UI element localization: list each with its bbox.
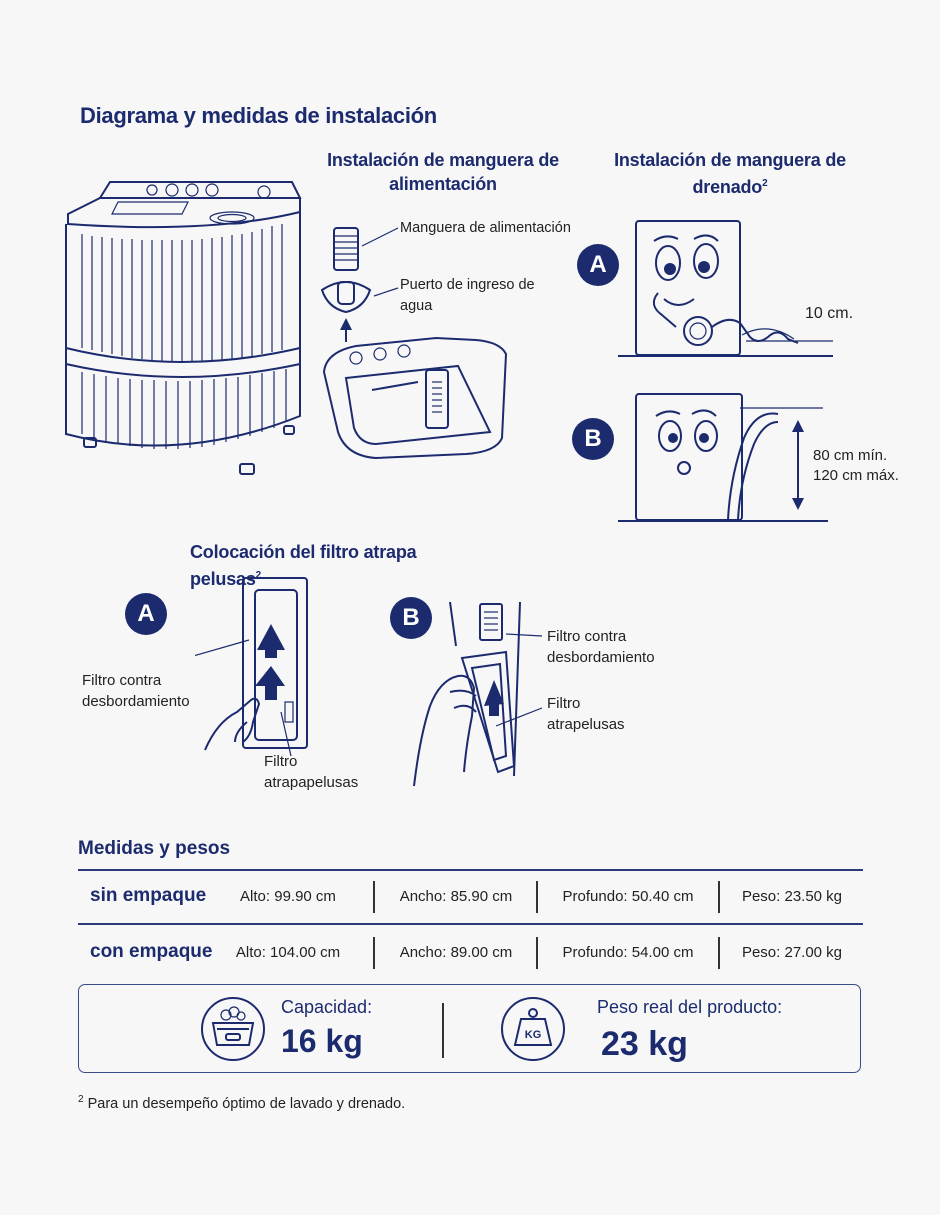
cell-ancho: Ancho: 89.00 cm xyxy=(399,944,513,961)
lint-b-overflow-line-1: Filtro contra xyxy=(547,628,627,645)
drain-option-b-illustration xyxy=(618,388,833,524)
footnote-mark: 2 xyxy=(78,1094,84,1105)
lint-b-overflow-label xyxy=(547,626,655,668)
water-port-label-line-1: Puerto de ingreso de xyxy=(400,277,535,293)
table-row xyxy=(78,880,863,914)
lint-a-lint-line-2: atrapapelusas xyxy=(264,774,359,791)
lint-filter-heading-text: Colocación del filtro atrapa pelusas xyxy=(190,542,417,589)
feed-hose-heading xyxy=(318,148,568,196)
column-divider xyxy=(718,937,720,969)
drain-b-measure-max: 120 cm máx. xyxy=(813,467,899,484)
drain-hose-heading xyxy=(600,148,860,199)
table-top-rule xyxy=(78,869,863,871)
lint-b-lint-line-1: Filtro xyxy=(547,695,581,712)
drain-badge-a: A xyxy=(577,244,619,286)
footnote-text: Para un desempeño óptimo de lavado y drenado. xyxy=(87,1095,406,1112)
lint-a-overflow-label xyxy=(82,670,190,712)
capacity-value: 16 kg xyxy=(281,1023,363,1059)
table-middle-rule xyxy=(78,923,863,925)
drain-b-measure-min: 80 cm mín. xyxy=(813,447,888,464)
lint-filter-b-illustration xyxy=(410,596,550,791)
cell-ancho: Ancho: 85.90 cm xyxy=(399,888,513,905)
capacity-label: Capacidad: xyxy=(281,997,373,1017)
cell-profundo: Profundo: 50.40 cm xyxy=(562,888,694,905)
lint-b-overflow-line-2: desbordamiento xyxy=(547,649,655,666)
lint-b-lint-line-2: atrapelusas xyxy=(547,716,625,733)
kg-icon-text: KG xyxy=(524,1029,542,1041)
feed-hose-label: Manguera de alimentación xyxy=(400,220,571,236)
feed-hose-heading-line-1: Instalación de manguera de xyxy=(327,150,559,170)
water-port-label-line-2: agua xyxy=(400,298,433,314)
drain-badge-b: B xyxy=(572,418,614,460)
drain-hose-heading-line-1: Instalación de manguera de xyxy=(614,150,846,170)
cell-alto: Alto: 104.00 cm xyxy=(235,944,341,961)
water-port-label xyxy=(400,275,535,317)
feed-hose-heading-line-2: alimentación xyxy=(389,174,497,194)
column-divider xyxy=(536,937,538,969)
capacity-box xyxy=(78,984,861,1073)
lint-filter-footnote-mark: 2 xyxy=(255,570,262,581)
lint-badge-a: A xyxy=(125,593,167,635)
drain-option-a-illustration xyxy=(618,215,833,360)
footnote xyxy=(78,1094,405,1112)
water-inlet-icon xyxy=(322,282,370,312)
weight-kg-icon xyxy=(499,995,567,1063)
lint-badge-b: B xyxy=(390,597,432,639)
measures-heading: Medidas y pesos xyxy=(78,838,231,859)
lint-filter-a-illustration xyxy=(195,572,325,757)
column-divider xyxy=(718,881,720,913)
drain-hose-heading-line-2: drenado xyxy=(692,177,763,197)
lint-a-lint-line-1: Filtro xyxy=(264,753,298,770)
column-divider xyxy=(536,881,538,913)
table-row xyxy=(78,936,863,970)
cell-peso: Peso: 23.50 kg xyxy=(741,888,843,905)
dial-icon xyxy=(147,185,157,195)
drain-hose-footnote-mark: 2 xyxy=(762,178,768,189)
washing-machine-illustration xyxy=(60,172,310,482)
column-divider xyxy=(373,937,375,969)
lint-a-overflow-line-1: Filtro contra xyxy=(82,672,162,689)
weight-label: Peso real del producto: xyxy=(597,997,783,1017)
row-label-sin-empaque: sin empaque xyxy=(90,885,207,906)
capacity-divider xyxy=(442,1003,444,1058)
lint-b-lint-label xyxy=(547,693,625,735)
weight-value: 23 kg xyxy=(601,1025,688,1063)
cell-profundo: Profundo: 54.00 cm xyxy=(562,944,694,961)
feed-hose-illustration xyxy=(316,222,526,467)
column-divider xyxy=(373,881,375,913)
hose-icon xyxy=(334,228,358,270)
cell-peso: Peso: 27.00 kg xyxy=(741,944,843,961)
lint-a-overflow-line-2: desbordamiento xyxy=(82,693,190,710)
row-label-con-empaque: con empaque xyxy=(90,941,213,962)
laundry-basket-icon xyxy=(199,995,267,1063)
drain-a-measure: 10 cm. xyxy=(805,305,854,322)
page-title: Diagrama y medidas de instalación xyxy=(80,103,437,128)
lint-a-lint-label xyxy=(264,751,358,793)
drain-b-measure xyxy=(813,446,899,486)
cell-alto: Alto: 99.90 cm xyxy=(240,888,336,905)
